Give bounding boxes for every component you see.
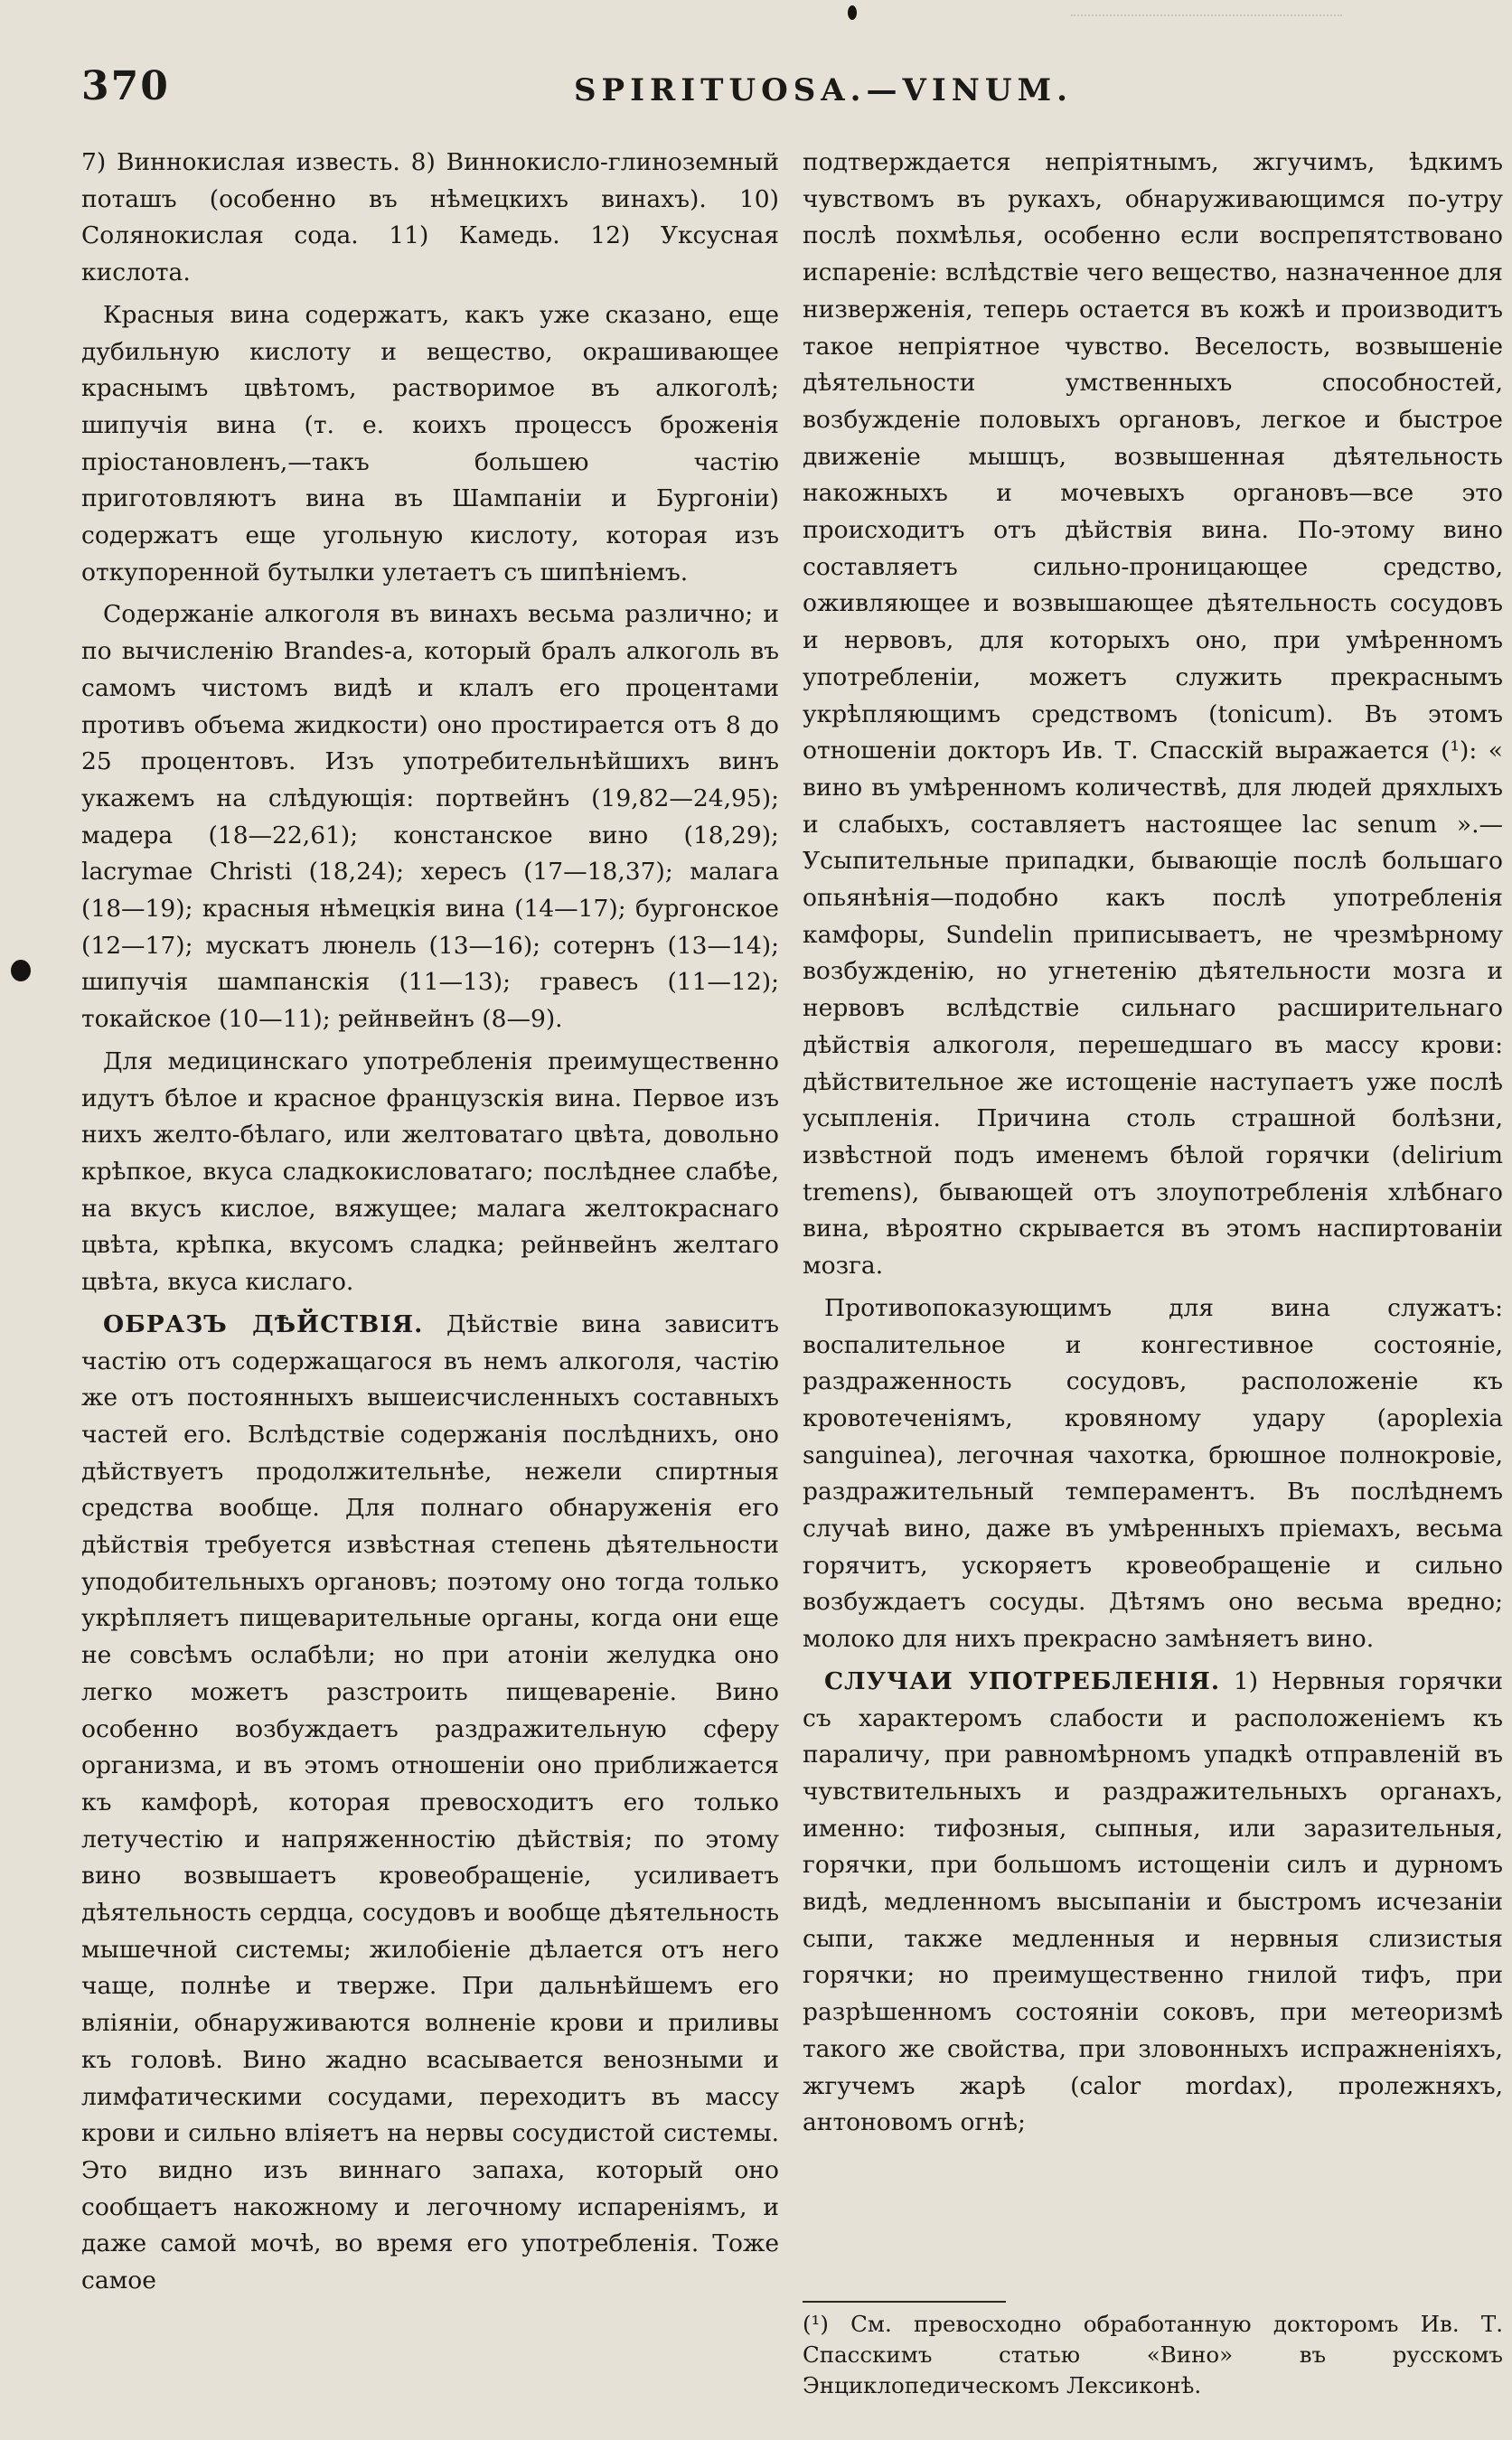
ink-blot-left-margin [11,960,31,981]
right-column [803,145,1503,2147]
left-paragraph-4: Для медицинскаго употребленія преимущественно идутъ бѣлое и красное французскія вина. Первое изъ нихъ желто-бѣлаго, или желтоватаго цвѣта, довольно крѣпкое, вкуса сладкокисловатаго; послѣднее слабѣе, на вкусъ кислое, вяжущее; малага желтокраснаго цвѣта, крѣпка, вкусомъ сладка; рейнвейнъ желтаго цвѣта, вкуса кислаго. [81,1046,779,1297]
page-header [72,63,1455,117]
right-paragraph-3 [803,1664,1503,2142]
right-paragraph-3-text: 1) Нервныя горячки съ характеромъ слабости и расположеніемъ къ параличу, при равномѣрномъ упадкѣ отправленій въ чувствительныхъ и раздражительныхъ органахъ, именно: тифозныя, сыпныя, или заразительныя, горячки, при большомъ истощеніи силъ и дурномъ видѣ, медленномъ высыпаніи и быстромъ исчезаніи сыпи, также медленныя и нервныя слизистыя горячки; но преимущественно гнилой тифъ, при разрѣшенномъ состояніи соковъ, при метеоризмѣ такого же свойства, при зловонныхъ испражненіяхъ, жгучемъ жарѣ (calor mordax), пролежняхъ, антоновомъ огнѣ; [803,1666,1503,2137]
left-paragraph-5-text: Дѣйствіе вина зависитъ частію отъ содержащагося въ немъ алкоголя, частію же отъ постоянныхъ вышеисчисленныхъ составныхъ частей его. Вслѣдствіе содержанія послѣднихъ, оно дѣйствуетъ продолжительнѣе, нежели спиртныя средства вообще. Для полнаго обнаруженія его дѣйствія требуется извѣстная степень дѣятельности уподобительныхъ органовъ; поэтому оно тогда только укрѣпляетъ пищеварительные органы, когда они еще не совсѣмъ ослабѣли; но при атоніи желудка оно легко можетъ разстроить пищевареніе. Вино особенно возбуждаетъ раздражительную сферу организма, и въ этомъ отношеніи оно приближается къ камфорѣ, которая превосходитъ его только летучестію и напряженностію дѣйствія; по этому вино возвышаетъ кровеобращеніе, усиливаетъ дѣятельность сердца, сосудовъ и вообще дѣятельность мышечной системы; жилобіеніе дѣлается отъ него чаще, полнѣе и тверже. При дальнѣйшемъ его вліяніи, обнаруживаются волненіе крови и приливы къ головѣ. Вино жадно всасывается венозными и лимфатическими сосудами, переходитъ въ массу крови и сильно вліяетъ на нервы сосудистой системы. Это видно изъ виннаго запаха, который оно сообщаетъ накожному и легочному испареніямъ, и даже самой мочѣ, во время его употребленія. Тоже самое [81,1309,779,2295]
right-paragraph-2: Противопоказующимъ для вина служатъ: воспалительное и конгестивное состояніе, раздраженность сосудовъ, расположеніе къ кровотеченіямъ, кровяному удару (apoplexia sanguinea), легочная чахотка, брюшное полнокровіе, раздражительный темпераментъ. Въ послѣднемъ случаѣ вино, даже въ умѣренныхъ пріемахъ, весьма горячитъ, ускоряетъ кровеобращеніе и сильно возбуждаетъ сосуды. Дѣтямъ оно весьма вредно; молоко для нихъ прекрасно замѣняетъ вино. [803,1293,1503,1654]
footnote-rule [803,2301,1006,2303]
left-paragraph-2: Красныя вина содержатъ, какъ уже сказано, еще дубильную кислоту и вещество, окрашивающее краснымъ цвѣтомъ, растворимое въ алкоголѣ; шипучія вина (т. е. коихъ процессъ броженія пріостановленъ,—такъ большею частію приготовляютъ вина въ Шампаніи и Бургоніи) содержатъ еще угольную кислоту, которая изъ откупоренной бутылки улетаетъ съ шипѣніемъ. [81,300,779,587]
section-heading-uses: СЛУЧАИ УПОТРЕБЛЕНІЯ. [824,1666,1221,1695]
right-paragraph-1: подтверждается непріятнымъ, жгучимъ, ѣдкимъ чувствомъ въ рукахъ, обнаруживающимся по-утру послѣ похмѣлья, особенно если воспрепятствовано испареніе: вслѣдствіе чего вещество, назначенное для низверженія, теперь остается въ кожѣ и производитъ такое непріятное чувство. Веселость, возвышеніе дѣятельности умственныхъ способностей, возбужденіе половыхъ органовъ, легкое и быстрое движеніе мышцъ, возвышенная дѣятельность накожныхъ и мочевыхъ органовъ—все это происходитъ отъ дѣйствія вина. По-этому вино составляетъ сильно-проницающее средство, оживляющее и возвышающее дѣятельность сосудовъ и нервовъ, для которыхъ оно, при умѣренномъ употребленіи, можетъ служить прекраснымъ укрѣпляющимъ средствомъ (tonicum). Въ этомъ отношеніи докторъ Ив. Т. Спасскій выражается (¹): « вино въ умѣренномъ количествѣ, для людей дряхлыхъ и слабыхъ, составляетъ настоящее lac senum ».—Усыпительные припадки, бывающіе послѣ большаго опьянѣнія—подобно какъ послѣ употребленія камфоры, Sundelin приписываетъ, не чрезмѣрному возбужденію, но угнетенію дѣятельности мозга и нервовъ вслѣдствіе сильнаго расширительнаго дѣйствія алкоголя, перешедшаго въ массу крови: дѣйствительное же истощеніе наступаетъ уже послѣ усыпленія. Причина столь страшной болѣзни, извѣстной подъ именемъ бѣлой горячки (delirium tremens), бывающей отъ злоупотребленія хлѣбнаго вина, вѣроятно скрывается въ этомъ наспиртованіи мозга. [803,148,1503,1281]
running-title: SPIRITUOSA.—VINUM. [574,72,1074,108]
ink-blot-top [848,5,857,20]
footnote: (¹) См. превосходно обработанную докторомъ Ив. Т. Спасскимъ статью «Вино» въ русскомъ Энциклопедическомъ Лексиконѣ. [803,2311,1503,2398]
left-column [81,145,779,2305]
section-heading-action: ОБРАЗЪ ДѢЙСТВІЯ. [103,1309,424,1338]
left-paragraph-5 [81,1307,779,2300]
faded-stamp [1071,0,1342,16]
page-number: 370 [81,63,170,109]
left-paragraph-1: 7) Виннокислая известь. 8) Виннокисло-глиноземный поташъ (особенно въ нѣмецкихъ винахъ). 10) Солянокислая сода. 11) Камедь. 12) Уксусная кислота. [81,148,779,287]
left-paragraph-3: Содержаніе алкоголя въ винахъ весьма различно; и по вычисленію Brandes-а, который бралъ алкоголь въ самомъ чистомъ видѣ и клалъ его процентами противъ объема жидкости) оно простирается отъ 8 до 25 процентовъ. Изъ употребительнѣйшихъ винъ укажемъ на слѣдующія: портвейнъ (19,82—24,95); мадера (18—22,61); констанское вино (18,29); lacrymae Christi (18,24); хересъ (17—18,37); малага (18—19); красныя нѣмецкія вина (14—17); бургонское (12—17); мускатъ люнель (13—16); сотернъ (13—14); шипучія шампанскія (11—13); гравесъ (11—12); токайское (10—11); рейнвейнъ (8—9). [81,600,779,1034]
